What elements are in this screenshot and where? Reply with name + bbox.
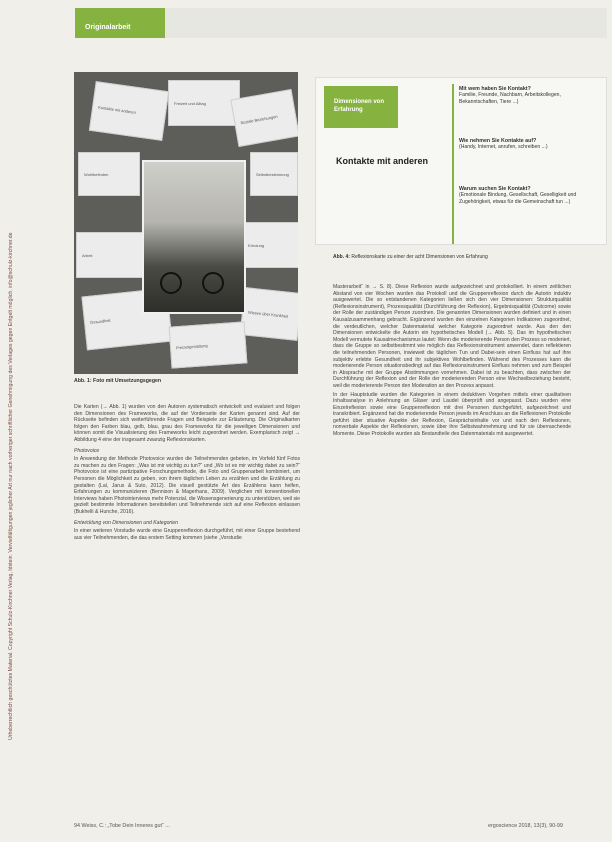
- reflection-card-figure: [315, 77, 607, 245]
- photo-card: Arbeit: [76, 232, 144, 278]
- photo-card: Wohlbefinden: [78, 152, 140, 196]
- photo-card: Kontakte mit anderen: [89, 81, 169, 141]
- photo-caption: Abb. 1: Foto mit Umsetzungsgegen: [74, 378, 162, 384]
- photo-card: Freizeitgestaltung: [169, 321, 248, 368]
- section-tab: [75, 8, 165, 38]
- photo-card: Soziale Beziehungen: [230, 89, 298, 147]
- paragraph: Die Karten (→ Abb. 1) wurden von den Autoren systematisch entwickelt und evaluiert und folgen den Dimensionen des Frameworks, die auf der Vorderseite der Karten genannt sind. Auf der Rückseite befinden sich weiterführende Fragen und Beispiele zur Erläuterung. Die Originalkarten folgen den Farben blau, gelb, blau, grau des Frameworks für die jeweiligen Dimensionen und können somit die Visualisierung des Frameworks leicht zugeordnet werden. Exemplarisch zeigt → Abbildung 4 eine der insgesamt zwanzig Reflexionskarten.: [74, 404, 300, 443]
- subheading: Entwicklung von Dimensionen und Kategorien: [74, 519, 178, 526]
- bicycle-wheel-icon: [202, 272, 224, 294]
- right-column: [333, 284, 571, 440]
- card-title: Kontakte mit anderen: [336, 156, 429, 166]
- photo-card: Gesundheit: [81, 288, 172, 351]
- dimension-label-box: [324, 86, 398, 128]
- figure-caption: Abb. 4: Reflexionskarte zu einer der acht Dimensionen von Erfahrung: [333, 254, 488, 260]
- photo-card: Selbstbestimmung: [250, 152, 298, 196]
- left-column: [74, 404, 300, 543]
- copyright-text: Urheberrechtlich geschütztes Material. Copyright Schulz-Kirchner Verlag, Idstein. Vervielfältigungen jeglicher Art nur nach vorheriger schriftlicher Genehmigung des Verlages gegen Entgelt möglich. info@schulz-kirchner.de: [8, 232, 14, 740]
- bicycle-wheel-icon: [160, 272, 182, 294]
- copyright-side-note: [8, 40, 22, 740]
- subheading: Photovoice: [74, 447, 100, 454]
- reflection-cards-photo: [74, 72, 298, 374]
- section-tab-label: Originalarbeit: [85, 24, 131, 31]
- card-question: Warum suchen Sie Kontakt? (Emotionale Bindung, Gesellschaft, Geselligkeit und Zugehörigkeit, etwas für die Gemeinschaft tun ...): [459, 186, 577, 205]
- footer-left: 94 Weiss, C.: „Tobe Dein Inneres gut“ ...: [74, 823, 170, 829]
- paragraph: In einer weiteren Vorstudie wurde eine Gruppenreflexion durchgeführt, mit einer Gruppe bestehend aus vier Teilnehmenden, die das erstem Setting kommen (siehe „Vorstudie: [74, 528, 300, 541]
- photo-card: Freizeit und Alltag: [168, 80, 240, 126]
- footer-right: ergoscience 2018, 13(3), 90-99: [488, 823, 563, 829]
- dimension-label: Dimensionen von Erfahrung: [334, 99, 385, 113]
- paragraph: In der Hauptstudie wurden die Kategorien in einem deduktiven Vorgehen mittels einer qualitativen Inhaltsanalyse in Anlehnung an Gläser und Laudel überprüft und angepasst. Dazu wurden eine Einzelreflexion sowie eine Gruppenreflexion mit drei Personen durchgeführt, aufgezeichnet und transkribiert. Ergänzend hat die moderierende Person jeweils im Anschluss an die Reflexionen Protokolle geführt über situative Aspekte der Reflexion, Gesprächsinhalte vor und nach den Reflexionen, nonverbale Aspekte der Reflexionen, sowie über ihre Selbstwahrnehmung und für sie überraschende Momente. Diese Protokolle wurden als Bestandteile des Datenmaterials mit ausgewertet.: [333, 391, 571, 438]
- photo-card: Erholung: [242, 222, 298, 268]
- photo-card: Wissen über Krankheit: [240, 287, 298, 341]
- divider: [452, 84, 454, 244]
- bicycle-photo: [142, 160, 246, 314]
- card-question: Mit wem haben Sie Kontakt? Familie, Freunde, Nachbarn, Arbeitskollegen, Bekanntschaften, Tiere ...): [459, 86, 561, 105]
- card-question: Wie nehmen Sie Kontakte auf? (Handy, Internet, anrufen, schreiben ...): [459, 138, 548, 151]
- paragraph: In Anwendung der Methode Photovoice wurden die Teilnehmenden gebeten, im Vorfeld fünf Fotos zu machen zu den Fragen: „Was ist mir wichtig zu tun?“ und „Wo ist es mir wichtig dabei zu sein?“ Photovoice ist eine partizipative Forschungsmethode, die Foto und Gruppenarbeit kombiniert, um Personen die Möglichkeit zu geben, von ihrem täglichen Leben zu erzählen und die Erzählung zu gestalten (Lal, Jarus & Suto, 2012). Die visuell gestützte Art des Erzählens kann helfen, Erfahrungen zu kommunizieren (Bennison & Magerhans, 2009). Verglichen mit konventionellen Interviews haben Photointerviews mehr Potenzial, die Wissensgenerierung zu unterstützen, weil sie gezielt bestimmte Informationen bereitstellen und Teilnehmende sich auf eine Reflexion einlassen (Bukhelli & Hunche, 2016).: [74, 456, 300, 515]
- paragraph: Masterarbeit“ in → S. 8). Diese Reflexion wurde aufgezeichnet und protokolliert. In einem zeitlichen Abstand von vier Wochen wurden das Protokoll und die Gruppenreflexion durch die Autorin induktiv ausgewertet. Die so entstandenen Kategorien ließen sich den vier Dimensionen: Strukturqualität (Reflexionsinstrument), Prozessqualität (Durchführung der Reflexion), Ergebnisqualität (Outcome) sowie der Rolle der zuständigen Person zuordnen. Die genannten Dimensionen wurden definiert und in einen Kausalzusammenhang gebracht. Ergänzend wurden den einzelnen Kategorien Indikatoren zugeordnet, die verdeutlichen, welcher Datenmaterial welcher Kategorie zugeordnet wurde. Aus den den Dimensionen entwickelte die Autorin ein hypothetisches Modell (→ Abb. 5). Das im hypothetischen Modell vermutete Kausalmechanismus lautet: Wenn die moderierende Person den Prozess so moderiert, dass die Gruppe so selbstbestimmt wie möglich das Reflexionsinstrument anwendet, dann reflektieren die teilnehmenden Personen, inwieweit die täglichen Tun und Dabei-sein einen Einfluss hat auf ihre subjektiv erlebte Gesundheit und ihr subjektives Wohlbefinden. Während des Prozesses kann die moderierende Person situationsbedingt auf das Reflexionsinstrument Einfluss nehmen und zum Beispiel in Absprache mit der Gruppe Abstimmungen vornehmen. Dabei ist zu beachten, dass zwischen der Durchführung der Reflexion und der Rolle der moderierenden Person eine Wechselbeziehung besteht, weil die moderierende Person den Moderation an den Prozess anpasst.: [333, 284, 571, 389]
